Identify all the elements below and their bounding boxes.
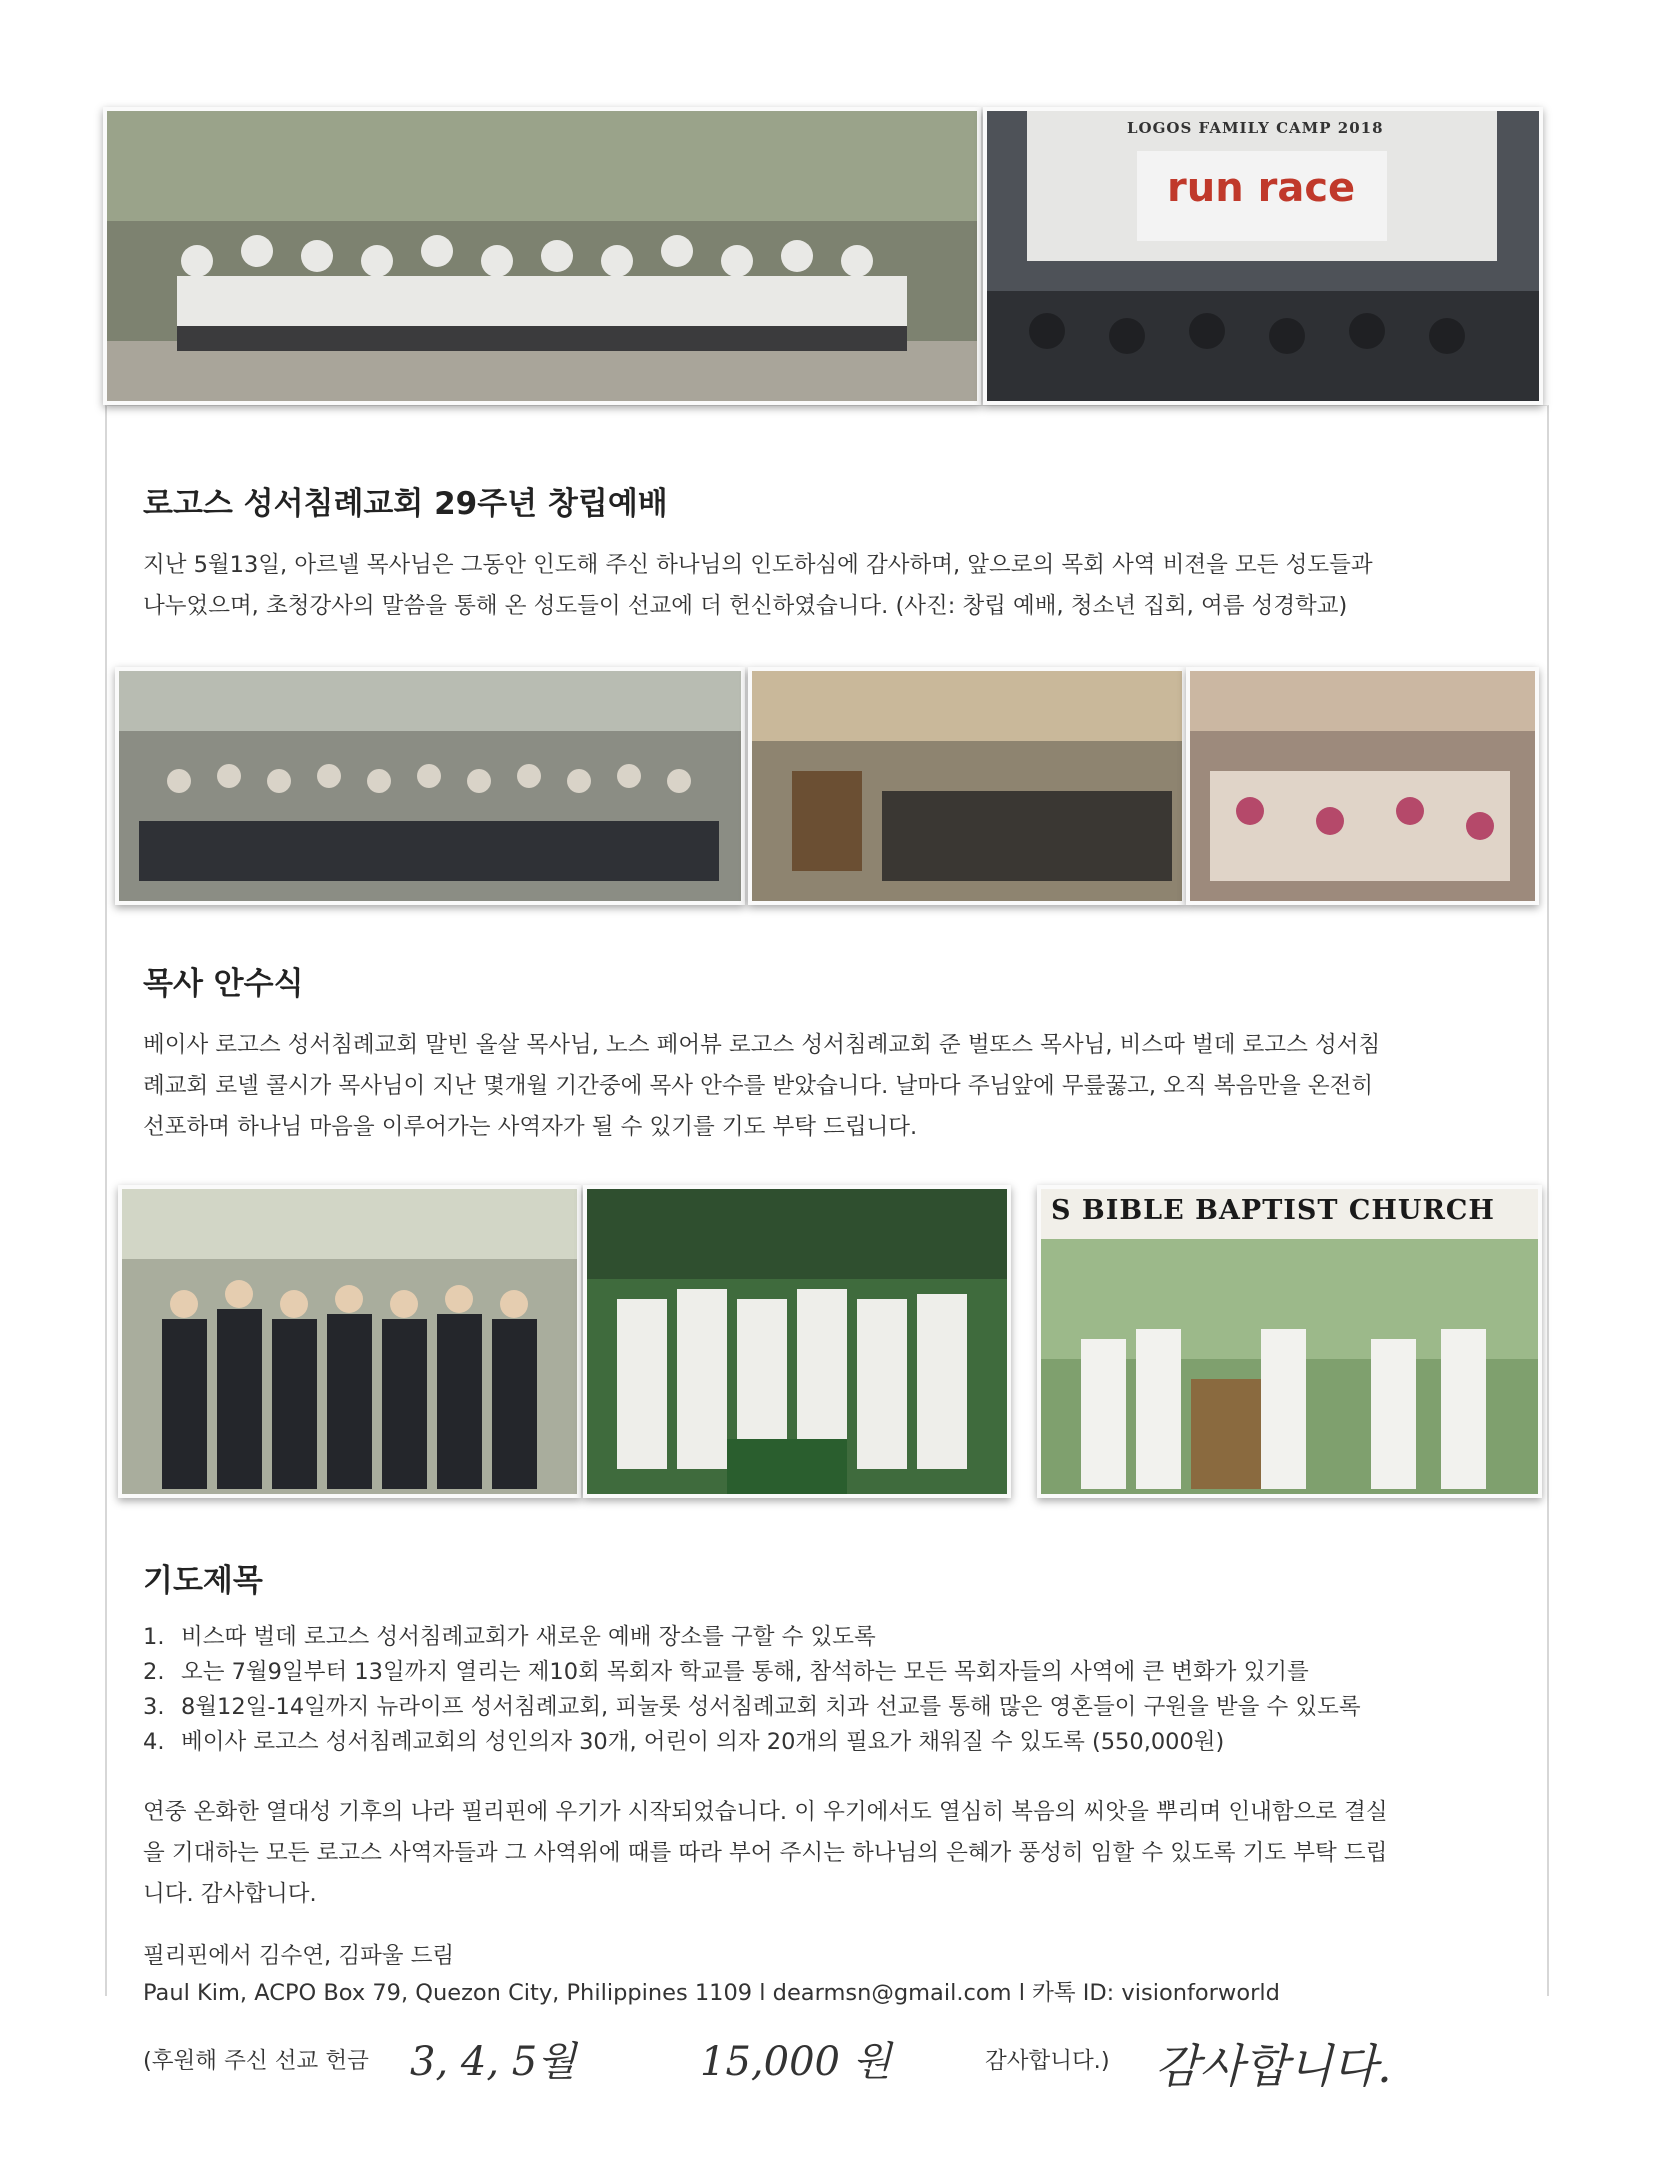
closing-line-2: 을 기대하는 모든 로고스 사역자들과 그 사역위에 때를 따라 부어 주시는 하나님의 은혜가 풍성히 임할 수 있도록 기도 부탁 드립	[143, 1840, 1388, 1866]
sender-line: 필리핀에서 김수연, 김파울 드림	[143, 1943, 455, 1969]
svg-text:run race: run race	[1167, 165, 1356, 211]
prayer-item-number: 2.	[143, 1659, 165, 1685]
prayer-item	[143, 1655, 1361, 1690]
photo-ordination-group	[118, 1185, 581, 1498]
ordination-text	[143, 1025, 1380, 1148]
ordination-line-1: 베이사 로고스 성서침례교회 말빈 올살 목사님, 노스 페어뷰 로고스 성서침례교회 준 벌또스 목사님, 비스따 벌데 로고스 성서침	[143, 1032, 1381, 1058]
prayer-item	[143, 1725, 1361, 1760]
handwritten-months: 3, 4, 5월	[410, 2039, 576, 2085]
prayer-item-number: 1.	[143, 1624, 165, 1650]
ordination-line-3: 선포하며 하나님 마음을 이루어가는 사역자가 될 수 있기를 기도 부탁 드립니다.	[143, 1114, 918, 1140]
anniversary-line-2: 나누었으며, 초청강사의 말씀을 통해 온 성도들이 선교에 더 헌신하였습니다. (사진: 창립 예배, 청소년 집회, 여름 성경학교)	[143, 593, 1348, 619]
prayer-list	[143, 1620, 1361, 1760]
family-camp-banner: LOGOS FAMILY CAMP 2018	[1127, 119, 1384, 137]
photo-family-camp-stage	[983, 107, 1543, 405]
photo-run-the-race-group	[103, 107, 981, 405]
ordination-heading: 목사 안수식	[143, 966, 304, 1002]
prayer-item	[143, 1620, 1361, 1655]
handwritten-thanks: 감사합니다.	[1155, 2039, 1392, 2093]
closing-line-1: 연중 온화한 열대성 기후의 나라 필리핀에 우기가 시작되었습니다. 이 우기에서도 열심히 복음의 씨앗을 뿌리며 인내함으로 결실	[143, 1799, 1388, 1825]
closing-text	[143, 1792, 1388, 1915]
anniversary-heading: 로고스 성서침례교회 29주년 창립예배	[143, 486, 668, 522]
photo-youth-gathering	[748, 667, 1186, 905]
photo-anniversary-service	[115, 667, 745, 905]
prayer-item	[143, 1690, 1361, 1725]
photo-vacation-bible-school	[1186, 667, 1539, 905]
prayer-item-text: 8월12일-14일까지 뉴라이프 성서침례교회, 피눌롯 성서침례교회 치과 선교를 통해 많은 영혼들이 구원을 받을 수 있도록	[181, 1694, 1361, 1720]
photo-bible-baptist-church	[1037, 1185, 1542, 1498]
anniversary-line-1: 지난 5월13일, 아르넬 목사님은 그동안 인도해 주신 하나님의 인도하심에 감사하며, 앞으로의 목회 사역 비젼을 모든 성도들과	[143, 552, 1373, 578]
ordination-line-2: 례교회 로넬 콜시가 목사님이 지난 몇개월 기간중에 목사 안수를 받았습니다. 날마다 주님앞에 무릎꿇고, 오직 복음만을 온전히	[143, 1073, 1374, 1099]
photo-ordination-barong	[583, 1185, 1011, 1498]
prayer-item-text: 베이사 로고스 성서침례교회의 성인의자 30개, 어린이 의자 20개의 필요가 채워질 수 있도록 (550,000원)	[181, 1729, 1225, 1755]
donation-suffix: 감사합니다.)	[985, 2048, 1110, 2074]
prayer-item-number: 3.	[143, 1694, 165, 1720]
prayer-item-text: 비스따 벌데 로고스 성서침례교회가 새로운 예배 장소를 구할 수 있도록	[181, 1624, 876, 1650]
contact-line: Paul Kim, ACPO Box 79, Quezon City, Philippines 1109 l dearmsn@gmail.com l 카톡 ID: visionforworld	[143, 1980, 1280, 2006]
donation-prefix: (후원해 주신 선교 헌금	[143, 2048, 369, 2074]
prayer-item-text: 오는 7월9일부터 13일까지 열리는 제10회 목회자 학교를 통해, 참석하는 모든 목회자들의 사역에 큰 변화가 있기를	[181, 1659, 1309, 1685]
closing-line-3: 니다. 감사합니다.	[143, 1881, 317, 1907]
church-banner: S BIBLE BAPTIST CHURCH	[1051, 1195, 1495, 1226]
prayer-heading: 기도제목	[143, 1563, 263, 1599]
anniversary-text	[143, 545, 1373, 627]
handwritten-amount: 15,000 원	[700, 2039, 892, 2085]
prayer-item-number: 4.	[143, 1729, 165, 1755]
